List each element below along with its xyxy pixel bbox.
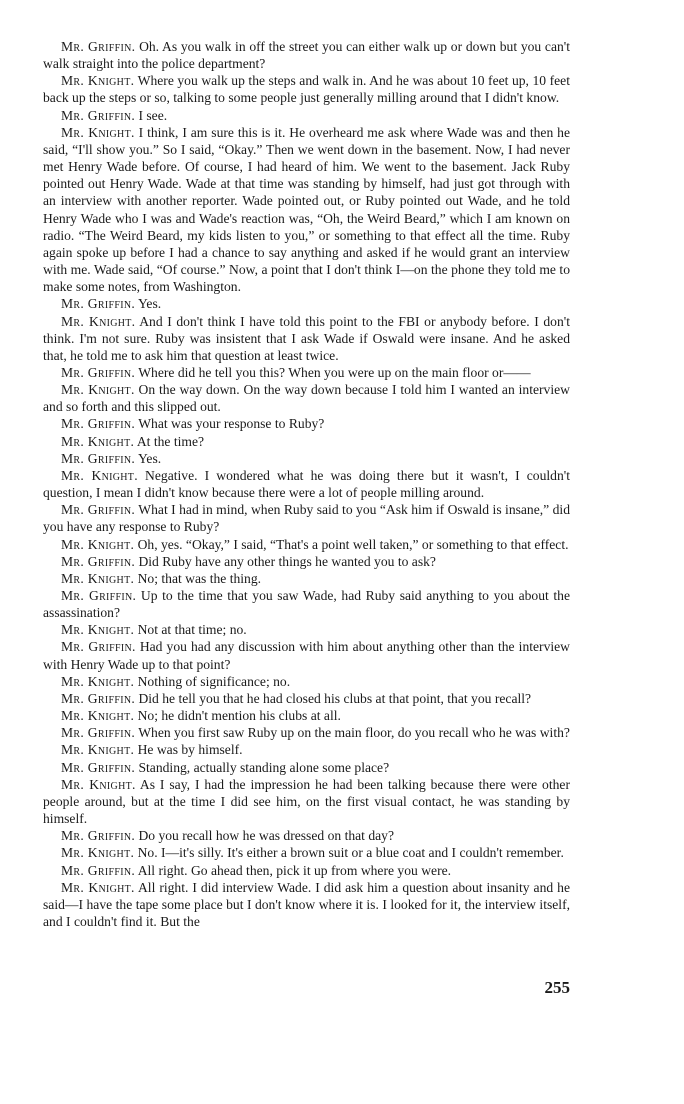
testimony-text: Oh, yes. “Okay,” I said, “That's a point well taken,” or something to that effect. bbox=[137, 536, 569, 552]
speaker-name: Mr. Griffin. bbox=[61, 502, 136, 518]
speaker-name: Mr. Knight. bbox=[61, 622, 135, 638]
testimony-text: Oh. As you walk in off the street you can either walk up or down but you can't walk straight into the police department? bbox=[43, 39, 571, 72]
testimony-paragraph bbox=[43, 124, 570, 296]
speaker-name: Mr. Knight. bbox=[61, 467, 138, 483]
testimony-text: All right. Go ahead then, pick it up from where you were. bbox=[137, 862, 452, 878]
speaker-name: Mr. Griffin. bbox=[61, 553, 136, 569]
speaker-name: Mr. Griffin. bbox=[61, 296, 136, 312]
speaker-name: Mr. Griffin. bbox=[61, 639, 136, 655]
speaker-name: Mr. Griffin. bbox=[61, 364, 136, 380]
speaker-name: Mr. Knight. bbox=[61, 382, 135, 398]
testimony-paragraph bbox=[43, 553, 570, 570]
testimony-text: Had you had any discussion with him about anything other than the interview with Henry Wade up to that point? bbox=[43, 639, 570, 672]
speaker-name: Mr. Knight. bbox=[61, 879, 135, 895]
speaker-name: Mr. Knight. bbox=[61, 673, 135, 689]
testimony-paragraph bbox=[43, 381, 570, 415]
testimony-text: Where you walk up the steps and walk in. And he was about 10 feet up, 10 feet back up the steps or so, talking to some people just generally milling around that I didn't know. bbox=[43, 73, 570, 106]
testimony-paragraph bbox=[43, 72, 570, 106]
testimony-text: Nothing of significance; no. bbox=[137, 673, 291, 689]
testimony-text: Standing, actually standing alone some place? bbox=[138, 759, 390, 775]
testimony-paragraph bbox=[43, 724, 570, 741]
testimony-text: Negative. I wondered what he was doing there but it wasn't, I couldn't question, I mean I didn't know because there were a lot of people milling around. bbox=[43, 467, 570, 501]
testimony-paragraph bbox=[43, 501, 570, 535]
testimony-text: I think, I am sure this is it. He overheard me ask where Wade was and then he said, “I'll show you.” So I said, “Okay.” Then we went down in the basement. Now, I had never met Henry Wade before. Of course, I had heard of him. We went to the basement. Jack Ruby pointed out Henry Wade. Wade at that time was standing by himself, had just got through with an interview with another reporter. Wade pointed out, or Ruby pointed out Wade, and he told Henry Wade who I was and Wade's reaction was, “Oh, the Weird Beard,” which I am known on radio. “The Weird Beard, my kids listen to you,” or something to that effect all the time. Ruby again spoke up before I had a chance to say anything and asked if he would grant an interview with me. Wade said, “Of course.” Now, a point that I don't think I—on the phone they told me to make some notes, from Washington. bbox=[43, 124, 570, 295]
testimony-paragraph bbox=[43, 570, 570, 587]
testimony-paragraph bbox=[43, 38, 570, 72]
transcript-body bbox=[43, 38, 570, 930]
speaker-name: Mr. Griffin. bbox=[61, 588, 137, 603]
testimony-paragraph bbox=[43, 107, 570, 124]
testimony-paragraph bbox=[43, 536, 570, 553]
speaker-name: Mr. Knight. bbox=[61, 708, 135, 724]
testimony-paragraph bbox=[43, 879, 570, 930]
speaker-name: Mr. Knight. bbox=[61, 73, 135, 89]
testimony-paragraph bbox=[43, 673, 570, 690]
testimony-text: Do you recall how he was dressed on that day? bbox=[138, 828, 395, 844]
testimony-text: No; he didn't mention his clubs at all. bbox=[137, 708, 341, 724]
testimony-paragraph bbox=[43, 467, 570, 501]
testimony-paragraph bbox=[43, 707, 570, 724]
speaker-name: Mr. Knight. bbox=[61, 536, 135, 552]
testimony-paragraph bbox=[43, 450, 570, 467]
testimony-text: On the way down. On the way down because I told him I wanted an interview and so forth and this slipped out. bbox=[43, 382, 570, 415]
testimony-paragraph bbox=[43, 295, 570, 312]
testimony-text: What I had in mind, when Ruby said to you “Ask him if Oswald is insane,” did you have any response to Ruby? bbox=[43, 502, 571, 535]
speaker-name: Mr. Knight. bbox=[61, 313, 136, 329]
testimony-text: All right. I did interview Wade. I did ask him a question about insanity and he said—I have the tape some place but I don't know where it is. I looked for it, the interview itself, and I couldn't find it. But the bbox=[43, 879, 570, 929]
testimony-paragraph bbox=[43, 862, 570, 879]
speaker-name: Mr. Griffin. bbox=[61, 690, 136, 706]
testimony-text: What was your response to Ruby? bbox=[138, 416, 325, 432]
testimony-text: He was by himself. bbox=[137, 742, 243, 758]
speaker-name: Mr. Griffin. bbox=[61, 39, 136, 54]
testimony-paragraph bbox=[43, 621, 570, 638]
testimony-text: Yes. bbox=[137, 296, 162, 312]
testimony-paragraph bbox=[43, 313, 570, 364]
speaker-name: Mr. Griffin. bbox=[61, 416, 136, 432]
speaker-name: Mr. Knight. bbox=[61, 845, 135, 861]
speaker-name: Mr. Griffin. bbox=[61, 828, 136, 844]
testimony-paragraph bbox=[43, 741, 570, 758]
testimony-text: When you first saw Ruby up on the main floor, do you recall who he was with? bbox=[138, 725, 570, 741]
testimony-text: As I say, I had the impression he had been talking because there were other people around, but at the time I did see him, on the first visual contact, he was standing by himself. bbox=[43, 776, 570, 827]
testimony-paragraph bbox=[43, 690, 570, 707]
testimony-paragraph bbox=[43, 638, 570, 672]
testimony-paragraph bbox=[43, 776, 570, 827]
testimony-text: Did he tell you that he had closed his clubs at that point, that you recall? bbox=[138, 690, 532, 706]
testimony-paragraph bbox=[43, 364, 570, 381]
testimony-text: Where did he tell you this? When you were up on the main floor or—— bbox=[138, 364, 531, 380]
speaker-name: Mr. Griffin. bbox=[61, 759, 136, 775]
speaker-name: Mr. Griffin. bbox=[61, 862, 136, 878]
testimony-text: And I don't think I have told this point to the FBI or anybody before. I don't think. I'm not sure. Ruby was insistent that I ask Wade if Oswald were insane. And he asked that, he told me to ask him that question at least twice. bbox=[43, 313, 570, 363]
testimony-paragraph bbox=[43, 587, 570, 621]
testimony-text: Did Ruby have any other things he wanted you to ask? bbox=[138, 553, 436, 569]
speaker-name: Mr. Griffin. bbox=[61, 450, 136, 466]
speaker-name: Mr. Knight. bbox=[61, 124, 135, 140]
testimony-paragraph bbox=[43, 844, 570, 861]
testimony-paragraph bbox=[43, 759, 570, 776]
speaker-name: Mr. Griffin. bbox=[61, 107, 136, 123]
speaker-name: Mr. Knight. bbox=[61, 570, 135, 586]
testimony-paragraph bbox=[43, 433, 570, 450]
testimony-paragraph bbox=[43, 827, 570, 844]
speaker-name: Mr. Knight. bbox=[61, 433, 135, 449]
speaker-name: Mr. Knight. bbox=[61, 776, 136, 792]
testimony-text: I see. bbox=[138, 107, 168, 123]
testimony-text: Yes. bbox=[137, 450, 162, 466]
testimony-text: Not at that time; no. bbox=[137, 622, 247, 638]
testimony-text: No; that was the thing. bbox=[137, 570, 262, 586]
testimony-text: No. I—it's silly. It's either a brown suit or a blue coat and I couldn't remember. bbox=[137, 845, 564, 861]
testimony-paragraph bbox=[43, 415, 570, 432]
speaker-name: Mr. Knight. bbox=[61, 742, 135, 758]
testimony-text: Up to the time that you saw Wade, had Ruby said anything to you about the assassination? bbox=[43, 588, 571, 621]
page-number: 255 bbox=[544, 978, 570, 997]
speaker-name: Mr. Griffin. bbox=[61, 725, 136, 741]
testimony-text: At the time? bbox=[136, 433, 205, 449]
